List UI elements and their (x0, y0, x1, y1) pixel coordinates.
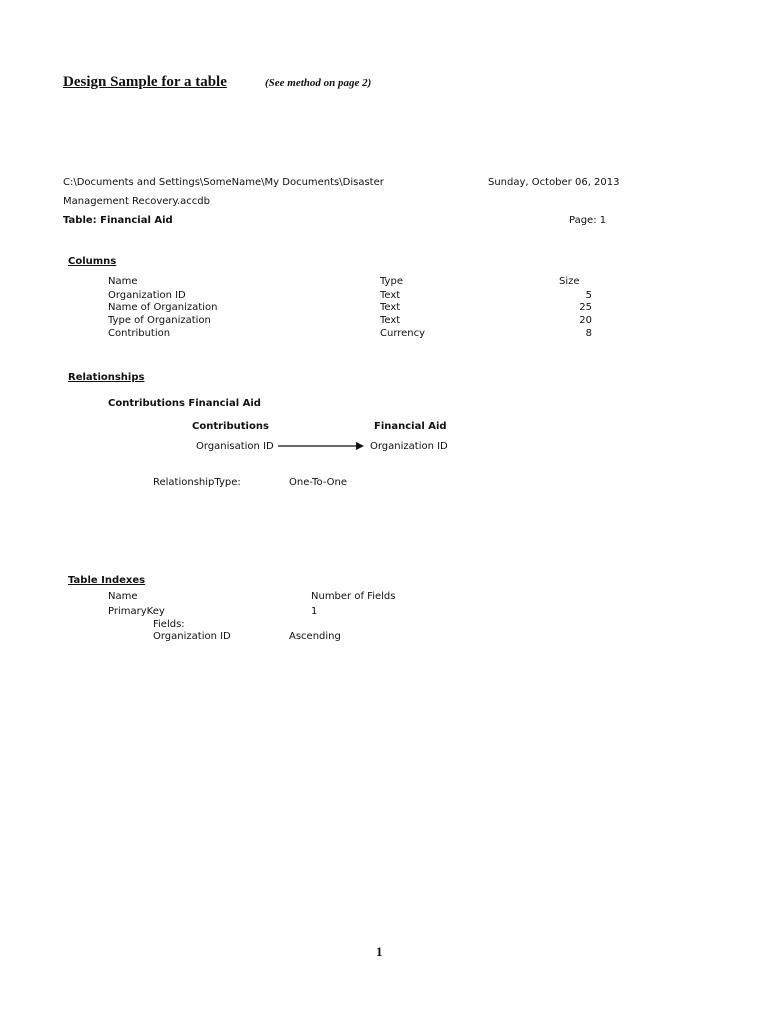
relationship-name: Contributions Financial Aid (108, 398, 261, 409)
column-row-type: Text (380, 302, 401, 313)
relationship-left-field: Organisation ID (196, 441, 274, 452)
index-field-order: Ascending (289, 631, 341, 642)
relationship-right-field: Organization ID (370, 441, 448, 452)
column-row-name: Contribution (108, 328, 171, 339)
table-label: Table: Financial Aid (63, 215, 173, 226)
index-field-name: Organization ID (153, 631, 231, 642)
database-path-line-2: Management Recovery.accdb (63, 196, 210, 207)
column-row-size: 8 (585, 328, 592, 339)
relationship-right-table: Financial Aid (374, 421, 447, 432)
column-row-type: Text (380, 290, 401, 301)
page-number: 1 (376, 944, 383, 959)
column-row-size: 25 (579, 302, 592, 313)
index-fields-label: Fields: (153, 619, 185, 630)
columns-heading: Columns (68, 256, 117, 267)
columns-header-size: Size (559, 276, 580, 287)
indexes-header-fields: Number of Fields (311, 591, 396, 602)
column-row-name: Name of Organization (108, 302, 218, 313)
column-row-size: 20 (579, 315, 592, 326)
column-row-name: Organization ID (108, 290, 186, 301)
relationship-type-value: One-To-One (289, 477, 348, 488)
relationship-type-label: RelationshipType: (153, 477, 241, 488)
relationship-left-table: Contributions (192, 421, 269, 432)
columns-header-name: Name (108, 276, 138, 287)
index-field-count: 1 (311, 606, 318, 617)
columns-header-type: Type (380, 276, 403, 287)
index-name: PrimaryKey (108, 606, 165, 617)
table-indexes-heading: Table Indexes (68, 575, 146, 586)
indexes-header-name: Name (108, 591, 138, 602)
database-path-line-1: C:\Documents and Settings\SomeName\My Documents\Disaster (63, 177, 384, 188)
column-row-size: 5 (585, 290, 592, 301)
column-row-type: Text (380, 315, 401, 326)
column-row-name: Type of Organization (108, 315, 211, 326)
report-date: Sunday, October 06, 2013 (488, 177, 620, 188)
column-row-type: Currency (380, 328, 426, 339)
document-title: Design Sample for a table (63, 74, 227, 90)
relationships-heading: Relationships (68, 372, 145, 383)
document-subtitle: (See method on page 2) (265, 77, 372, 89)
page-label: Page: 1 (569, 215, 607, 226)
relationship-arrow-icon (278, 440, 364, 452)
